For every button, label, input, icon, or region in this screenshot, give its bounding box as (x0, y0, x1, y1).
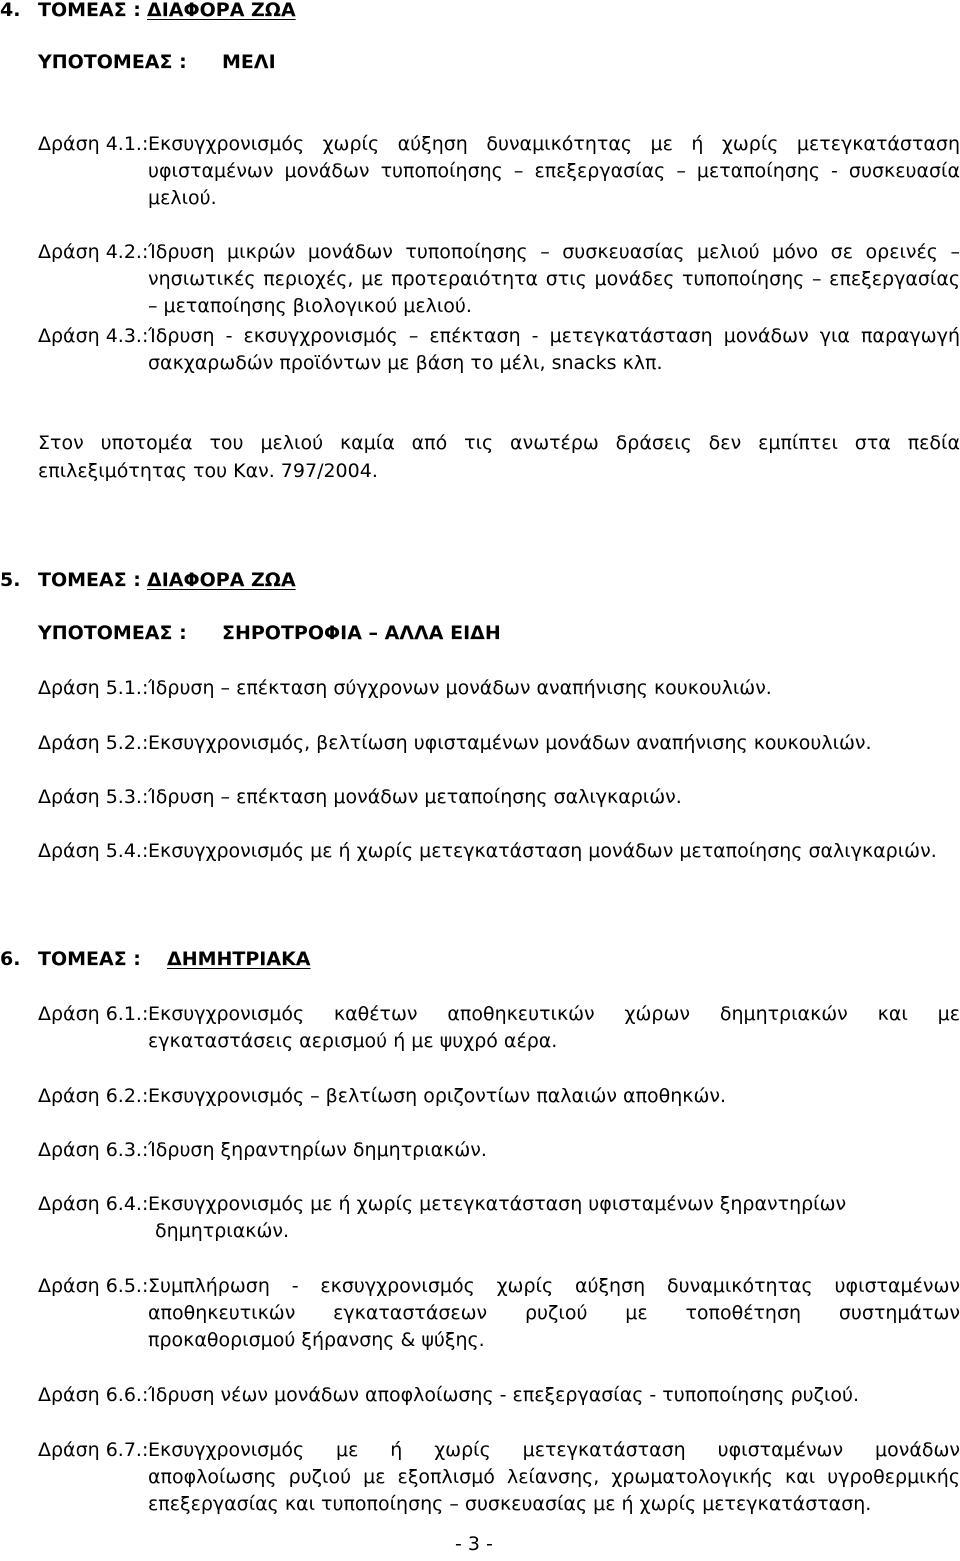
section-4-number: 4. (0, 0, 21, 21)
action-5-3-text: Ίδρυση – επέκταση μονάδων μεταποίησης σαλιγκαριών. (148, 786, 682, 808)
section-4-heading-value: ΔΙΑΦΟΡΑ ΖΩΑ (147, 0, 296, 21)
action-4-3-label: Δράση 4.3.: (38, 325, 149, 347)
section-4-subsector-label: ΥΠΟΤΟΜΕΑΣ : (38, 51, 187, 73)
action-6-4-text: Εκσυγχρονισμός με ή χωρίς μετεγκατάσταση υφισταμένων ξηραντηρίων (148, 1193, 847, 1215)
section-4-note: επιλεξιμότητας του Καν. 797/2004. (38, 460, 378, 482)
action-4-3-text: Ίδρυση - εκσυγχρονισμός – επέκταση - μετεγκατάσταση μονάδων για παραγωγή (148, 325, 960, 347)
action-4-1-label: Δράση 4.1.: (38, 133, 149, 155)
action-4-2-label: Δράση 4.2.: (38, 241, 149, 263)
action-5-3-label: Δράση 5.3.: (38, 786, 149, 808)
section-4-heading-label: ΤΟΜΕΑΣ : (38, 0, 141, 21)
action-6-7-label: Δράση 6.7.: (38, 1439, 149, 1461)
action-5-1-text: Ίδρυση – επέκταση σύγχρονων μονάδων αναπήνισης κουκουλιών. (148, 677, 772, 699)
action-6-6-label: Δράση 6.6.: (38, 1384, 149, 1406)
action-4-1-text: υφισταμένων μονάδων τυποποίησης – επεξεργασίας – μεταποίησης - συσκευασία (148, 160, 960, 182)
action-6-4-text: δημητριακών. (155, 1220, 290, 1242)
action-4-2-text: Ίδρυση μικρών μονάδων τυποποίησης – συσκευασίας μελιού μόνο σε ορεινές – (148, 241, 960, 263)
action-6-1-label: Δράση 6.1.: (38, 1003, 149, 1025)
section-5-heading-label: ΤΟΜΕΑΣ : (38, 569, 141, 591)
section-4-subsector-value: ΜΕΛΙ (222, 51, 276, 73)
action-5-2-label: Δράση 5.2.: (38, 732, 149, 754)
section-6-heading-value: ΔΗΜΗΤΡΙΑΚΑ (167, 948, 311, 970)
section-6-number: 6. (0, 948, 21, 970)
action-5-1-label: Δράση 5.1.: (38, 677, 149, 699)
action-6-7-text: αποφλοίωσης ρυζιού με εξοπλισμό λείανσης, χρωματολογικής και υγροθερμικής (148, 1466, 960, 1488)
action-4-1-text: Εκσυγχρονισμός χωρίς αύξηση δυναμικότητας με ή χωρίς μετεγκατάσταση (148, 133, 960, 155)
section-5-subsector-label: ΥΠΟΤΟΜΕΑΣ : (38, 622, 187, 644)
section-5-heading-value: ΔΙΑΦΟΡΑ ΖΩΑ (147, 569, 296, 591)
section-5-subsector-value: ΣΗΡΟΤΡΟΦΙΑ – ΑΛΛΑ ΕΙΔΗ (222, 622, 501, 644)
action-6-1-text: Εκσυγχρονισμός καθέτων αποθηκευτικών χώρων δημητριακών και με (148, 1003, 960, 1025)
action-4-3-text: σακχαρωδών προϊόντων με βάση το μέλι, snacks κλπ. (148, 352, 663, 374)
action-6-5-text: προκαθορισμού ξήρανσης & ψύξης. (148, 1329, 485, 1351)
action-6-5-text: αποθηκευτικών εγκαταστάσεων ρυζιού με τοποθέτηση συστημάτων (148, 1302, 960, 1324)
action-6-5-text: Συμπλήρωση - εκσυγχρονισμός χωρίς αύξηση δυναμικότητας υφισταμένων (148, 1275, 960, 1297)
action-6-2-label: Δράση 6.2.: (38, 1085, 149, 1107)
action-5-2-text: Εκσυγχρονισμός, βελτίωση υφισταμένων μονάδων αναπήνισης κουκουλιών. (148, 732, 872, 754)
action-4-2-text: – μεταποίησης βιολογικού μελιού. (148, 295, 472, 317)
action-6-1-text: εγκαταστάσεις αερισμού ή με ψυχρό αέρα. (148, 1030, 558, 1052)
section-5-number: 5. (0, 569, 21, 591)
action-6-4-label: Δράση 6.4.: (38, 1193, 149, 1215)
action-5-4-label: Δράση 5.4.: (38, 840, 149, 862)
action-6-3-text: Ίδρυση ξηραντηρίων δημητριακών. (148, 1139, 487, 1161)
page-number: - 3 - (455, 1533, 493, 1555)
action-6-5-label: Δράση 6.5.: (38, 1275, 149, 1297)
action-6-7-text: Εκσυγχρονισμός με ή χωρίς μετεγκατάσταση υφισταμένων μονάδων (148, 1439, 960, 1461)
action-4-2-text: νησιωτικές περιοχές, με προτεραιότητα στις μονάδες τυποποίησης – επεξεργασίας (148, 268, 960, 290)
section-4-note: Στον υποτομέα του μελιού καμία από τις ανωτέρω δράσεις δεν εμπίπτει στα πεδία (38, 432, 960, 454)
action-6-7-text: επεξεργασίας και τυποποίησης – συσκευασίας με ή χωρίς μετεγκατάσταση. (148, 1493, 872, 1515)
action-6-6-text: Ίδρυση νέων μονάδων αποφλοίωσης - επεξεργασίας - τυποποίησης ρυζιού. (148, 1384, 860, 1406)
section-6-heading-label: ΤΟΜΕΑΣ : (38, 948, 141, 970)
action-6-2-text: Εκσυγχρονισμός – βελτίωση οριζοντίων παλαιών αποθηκών. (148, 1085, 727, 1107)
action-4-1-text: μελιού. (148, 187, 217, 209)
action-6-3-label: Δράση 6.3.: (38, 1139, 149, 1161)
action-5-4-text: Εκσυγχρονισμός με ή χωρίς μετεγκατάσταση μονάδων μεταποίησης σαλιγκαριών. (148, 840, 937, 862)
